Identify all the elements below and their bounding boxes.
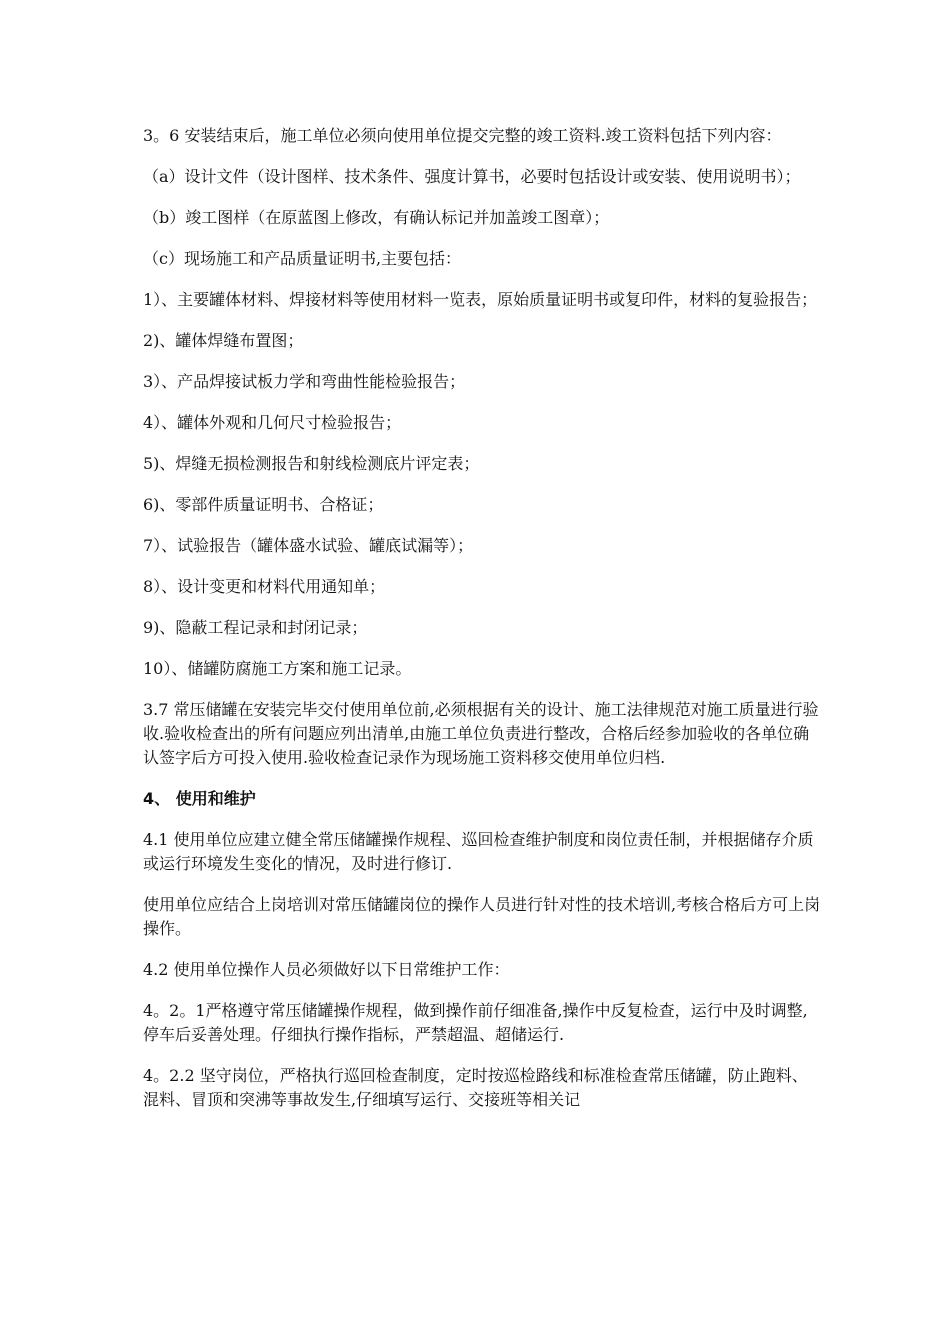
list-item-9: 9)、隐蔽工程记录和封闭记录； <box>143 618 368 637</box>
list-item-1: 1）、主要罐体材料、焊接材料等使用材料一览表，原始质量证明书或复印件，材料的复验报告； <box>143 290 818 309</box>
document-page <box>143 124 823 1129</box>
paragraph-4-2-1: 4。2。1严格遵守常压储罐操作规程，做到操作前仔细准备,操作中反复检查，运行中及时调整,停车后妥善处理。仔细执行操作指标，严禁超温、超储运行. <box>143 1001 808 1044</box>
paragraph-3-7: 3.7 常压储罐在安装完毕交付使用单位前,必须根据有关的设计、施工法律规范对施工质量进行验收.验收检查出的所有问题应列出清单,由施工单位负责进行整改，合格后经参加验收的各单位确认签字后方可投入使用.验收检查记录作为现场施工资料移交使用单位归档. <box>143 700 819 767</box>
list-item-3: 3）、产品焊接试板力学和弯曲性能检验报告； <box>143 372 466 391</box>
paragraph-item-c: （c）现场施工和产品质量证明书,主要包括： <box>143 249 462 268</box>
paragraph-item-a: （a）设计文件（设计图样、技术条件、强度计算书，必要时包括设计或安装、使用说明书）； <box>143 167 801 186</box>
paragraph-4-2: 4.2 使用单位操作人员必须做好以下日常维护工作： <box>143 960 510 979</box>
list-item-6: 6)、零部件质量证明书、合格证； <box>143 495 384 514</box>
paragraph-3-6: 3。6 安装结束后，施工单位必须向使用单位提交完整的竣工资料.竣工资料包括下列内容： <box>143 126 782 145</box>
list-item-10: 10）、储罐防腐施工方案和施工记录。 <box>143 659 412 678</box>
paragraph-4-1: 4.1 使用单位应建立健全常压储罐操作规程、巡回检查维护制度和岗位责任制，并根据储存介质或运行环境发生变化的情况，及时进行修订. <box>143 830 814 873</box>
paragraph-4-2-2: 4。2.2 坚守岗位，严格执行巡回检查制度，定时按巡检路线和标准检查常压储罐，防止跑料、混料、冒顶和突沸等事故发生,仔细填写运行、交接班等相关记 <box>143 1066 808 1109</box>
list-item-5: 5)、焊缝无损检测报告和射线检测底片评定表； <box>143 454 480 473</box>
list-item-7: 7）、试验报告（罐体盛水试验、罐底试漏等）； <box>143 536 474 555</box>
list-item-2: 2)、罐体焊缝布置图； <box>143 331 304 350</box>
section-heading: 4、 使用和维护 <box>143 789 256 808</box>
list-item-8: 8）、设计变更和材料代用通知单； <box>143 577 386 596</box>
paragraph-item-b: （b）竣工图样（在原蓝图上修改，有确认标记并加盖竣工图章）； <box>143 208 610 227</box>
paragraph-training: 使用单位应结合上岗培训对常压储罐岗位的操作人员进行针对性的技术培训,考核合格后方可上岗操作。 <box>143 895 821 938</box>
list-item-4: 4）、罐体外观和几何尺寸检验报告； <box>143 413 402 432</box>
